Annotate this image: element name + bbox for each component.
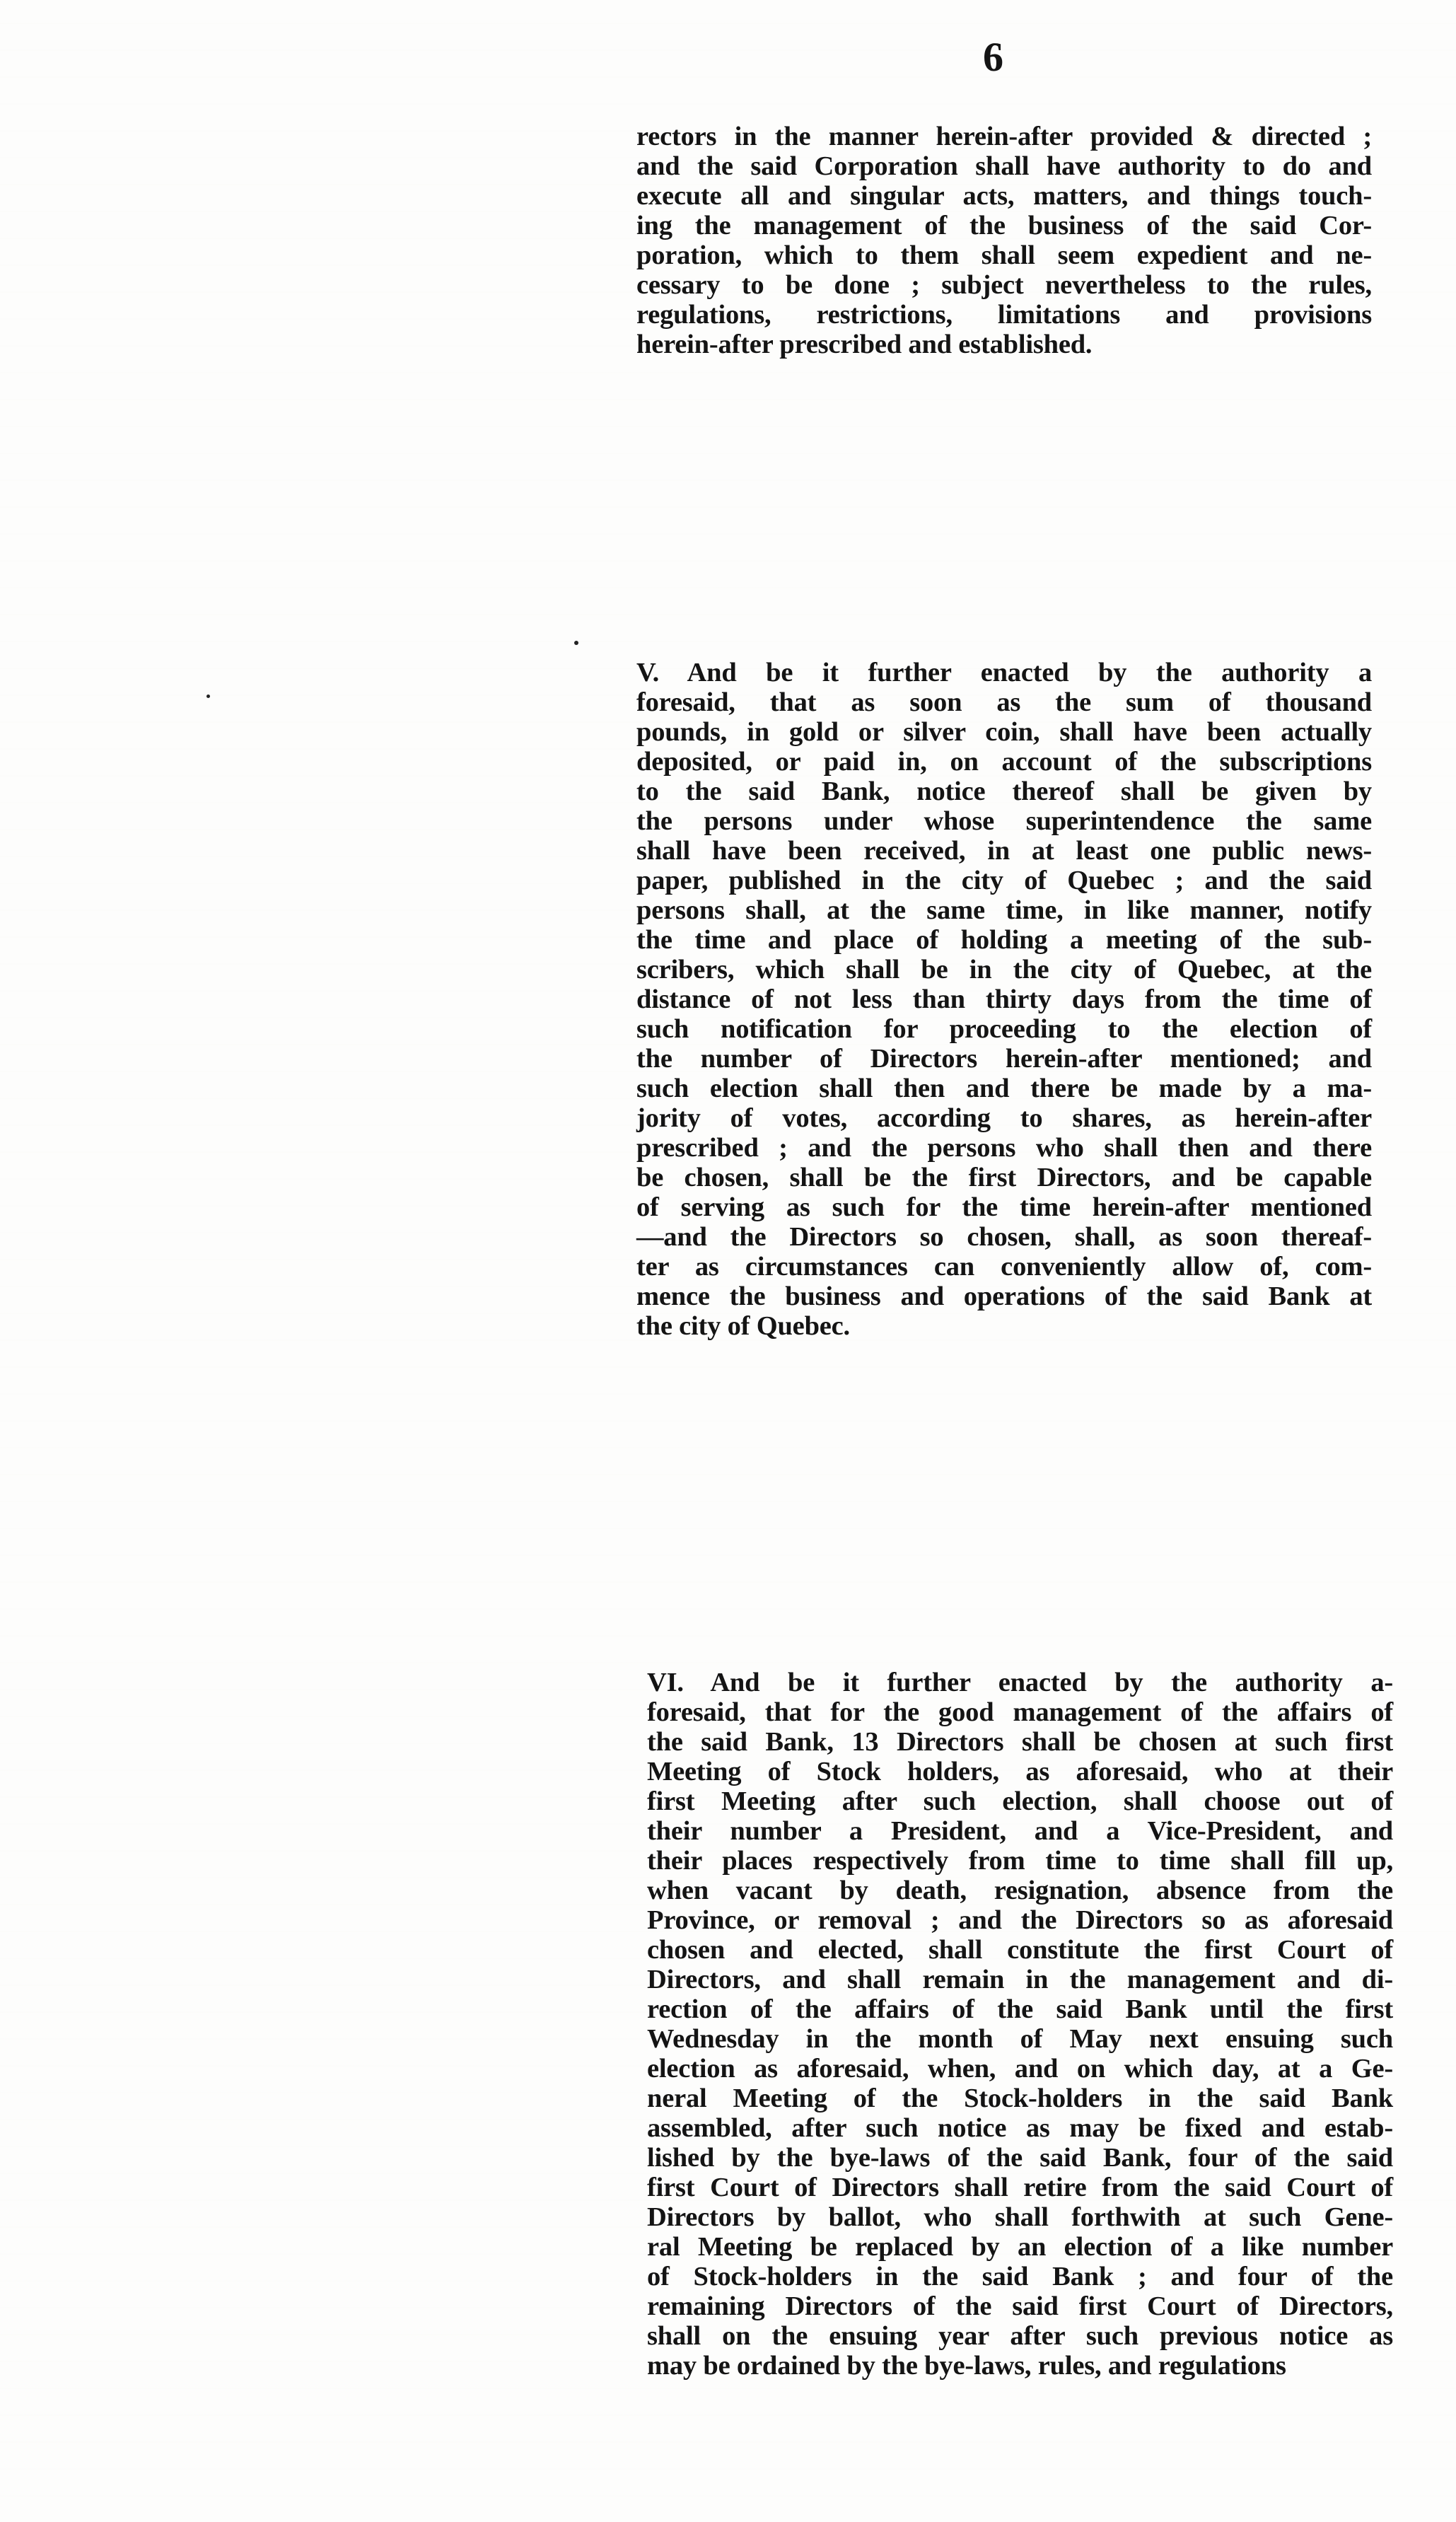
text-line: the number of Directors herein-after mentioned; and	[636, 1044, 1372, 1074]
scan-speck	[206, 695, 210, 698]
text-line: VI. And be it further enacted by the authority a-	[647, 1668, 1393, 1697]
text-line: herein-after prescribed and established.	[636, 330, 1093, 359]
text-line: ing the management of the business of the said Cor-	[636, 211, 1372, 240]
text-line: ter as circumstances can conveniently allow of, com-	[636, 1252, 1372, 1282]
text-line: regulations, restrictions, limitations and provisions	[636, 300, 1372, 330]
text-line: their places respectively from time to time shall fill up,	[647, 1846, 1393, 1876]
text-line: the city of Quebec.	[636, 1311, 850, 1341]
text-line: —and the Directors so chosen, shall, as soon thereaf-	[636, 1222, 1372, 1252]
text-line: mence the business and operations of the said Bank at	[636, 1282, 1372, 1311]
text-line: election as aforesaid, when, and on which day, at a Ge-	[647, 2054, 1393, 2084]
text-line: distance of not less than thirty days from the time of	[636, 984, 1372, 1014]
text-line: poration, which to them shall seem expedient and ne-	[636, 240, 1372, 270]
text-line: the persons under whose superintendence the same	[636, 806, 1372, 836]
text-line: first Court of Directors shall retire from the said Court of	[647, 2173, 1393, 2202]
text-line: Meeting of Stock holders, as aforesaid, who at their	[647, 1757, 1393, 1786]
text-line: neral Meeting of the Stock-holders in the said Bank	[647, 2084, 1393, 2113]
text-line: execute all and singular acts, matters, and things touch-	[636, 181, 1372, 211]
text-line: Directors, and shall remain in the management and di-	[647, 1965, 1393, 1994]
text-line: of Stock-holders in the said Bank ; and four of the	[647, 2262, 1393, 2291]
text-line: to the said Bank, notice thereof shall be given by	[636, 777, 1372, 806]
text-line: first Meeting after such election, shall choose out of	[647, 1786, 1393, 1816]
text-line: shall have been received, in at least one public news-	[636, 836, 1372, 866]
text-line: jority of votes, according to shares, as herein-after	[636, 1103, 1372, 1133]
text-line: such notification for proceeding to the election of	[636, 1014, 1372, 1044]
text-line: be chosen, shall be the first Directors, and be capable	[636, 1163, 1372, 1192]
text-line: of serving as such for the time herein-after mentioned	[636, 1192, 1372, 1222]
paragraph-section-v	[636, 658, 1372, 1341]
text-line: may be ordained by the bye-laws, rules, and regulations	[647, 2351, 1286, 2381]
text-line: prescribed ; and the persons who shall then and there	[636, 1133, 1372, 1163]
text-line: assembled, after such notice as may be fixed and estab-	[647, 2113, 1393, 2143]
text-line: pounds, in gold or silver coin, shall have been actually	[636, 717, 1372, 747]
text-line: foresaid, that for the good management of the affairs of	[647, 1697, 1393, 1727]
text-line: persons shall, at the same time, in like manner, notify	[636, 895, 1372, 925]
text-line: rection of the affairs of the said Bank until the first	[647, 1994, 1393, 2024]
text-line: when vacant by death, resignation, absence from the	[647, 1876, 1393, 1905]
text-line: V. And be it further enacted by the authority a	[636, 658, 1372, 687]
text-line: deposited, or paid in, on account of the subscriptions	[636, 747, 1372, 777]
text-line: the said Bank, 13 Directors shall be chosen at such first	[647, 1727, 1393, 1757]
text-line: and the said Corporation shall have authority to do and	[636, 151, 1372, 181]
paragraph-section-vi	[647, 1668, 1393, 2381]
text-line: their number a President, and a Vice-President, and	[647, 1816, 1393, 1846]
page-number: 6	[983, 34, 1003, 80]
text-line: ral Meeting be replaced by an election of a like number	[647, 2232, 1393, 2262]
text-line: Wednesday in the month of May next ensuing such	[647, 2024, 1393, 2054]
text-line: rectors in the manner herein-after provided & directed ;	[636, 122, 1372, 151]
text-line: such election shall then and there be made by a ma-	[636, 1074, 1372, 1103]
paragraph-continuation	[636, 122, 1372, 359]
text-line: Directors by ballot, who shall forthwith at such Gene-	[647, 2202, 1393, 2232]
text-line: the time and place of holding a meeting of the sub-	[636, 925, 1372, 955]
text-line: remaining Directors of the said first Court of Directors,	[647, 2291, 1393, 2321]
text-line: chosen and elected, shall constitute the first Court of	[647, 1935, 1393, 1965]
scan-speck	[574, 641, 578, 645]
text-line: Province, or removal ; and the Directors so as aforesaid	[647, 1905, 1393, 1935]
text-line: lished by the bye-laws of the said Bank, four of the said	[647, 2143, 1393, 2173]
text-line: scribers, which shall be in the city of Quebec, at the	[636, 955, 1372, 984]
text-line: paper, published in the city of Quebec ; and the said	[636, 866, 1372, 895]
text-line: cessary to be done ; subject nevertheless to the rules,	[636, 270, 1372, 300]
text-line: shall on the ensuing year after such previous notice as	[647, 2321, 1393, 2351]
text-line: foresaid, that as soon as the sum of thousand	[636, 687, 1372, 717]
